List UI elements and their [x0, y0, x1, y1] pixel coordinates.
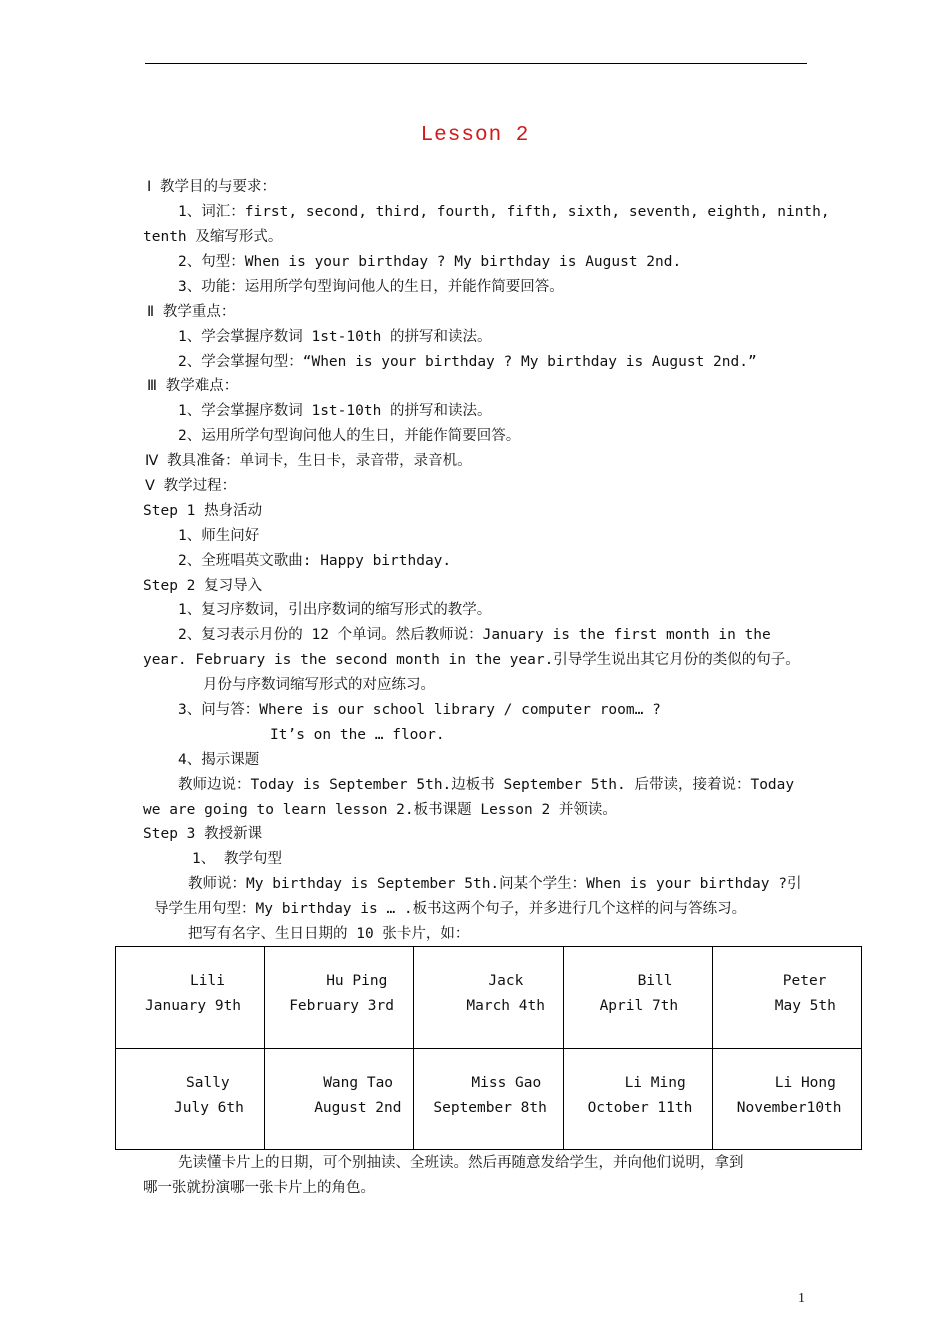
birthday-cards-table: [115, 946, 862, 1150]
page-number: 1: [798, 1291, 805, 1306]
card-cell: [414, 1048, 563, 1150]
text-line: 教师说：My birthday is September 5th.问某个学生：When is your birthday ?引: [188, 876, 802, 892]
card-cell: [414, 947, 563, 1049]
card-date: May 5th: [774, 998, 836, 1014]
card-name: Bill: [637, 973, 673, 989]
text-line: 1、词汇：first, second, third, fourth, fifth, sixth, seventh, eighth, ninth,: [178, 204, 830, 220]
text-line: 2、学会掌握句型：“When is your birthday ? My birthday is August 2nd.”: [178, 354, 757, 370]
card-cell: [712, 947, 861, 1049]
section-heading-2: Ⅱ 教学重点：: [147, 304, 236, 320]
text-line: tenth 及缩写形式。: [143, 229, 283, 245]
text-line: 2、句型：When is your birthday ? My birthday is August 2nd.: [178, 254, 682, 270]
card-date: July 6th: [174, 1099, 244, 1116]
section-heading-4: Ⅳ 教具准备：单词卡，生日卡，录音带，录音机。: [145, 453, 472, 469]
text-line: 1、复习序数词，引出序数词的缩写形式的教学。: [178, 602, 492, 618]
text-line: It’s on the … floor.: [270, 727, 445, 743]
card-cell: [265, 1048, 414, 1150]
table-row: [116, 947, 862, 1049]
section-heading-1: Ⅰ 教学目的与要求：: [147, 179, 277, 195]
step-heading: Step 2 复习导入: [143, 578, 263, 594]
card-name: Hu Ping: [326, 973, 388, 989]
header-rule: [145, 63, 807, 64]
card-cell: [712, 1048, 861, 1150]
text-line: 2、运用所学句型询问他人的生日，并能作简要回答。: [178, 428, 521, 444]
step-heading: Step 1 热身活动: [143, 503, 263, 519]
card-cell: [265, 947, 414, 1049]
table-row: [116, 1048, 862, 1150]
text-line: 哪一张就扮演哪一张卡片上的角色。: [143, 1180, 375, 1196]
text-line: 导学生用句型：My birthday is … .板书这两个句子，并多进行几个这样的问与答练习。: [154, 901, 747, 917]
text-line: 3、问与答：Where is our school library / computer room… ?: [178, 702, 661, 718]
card-cell: [563, 1048, 712, 1150]
text-line: 4、揭示课题: [178, 752, 260, 768]
card-name: Miss Gao: [471, 1074, 542, 1091]
text-line: 1、学会掌握序数词 1st-10th 的拼写和读法。: [178, 403, 492, 419]
text-line: year. February is the second month in the year.引导学生说出其它月份的类似的句子。: [143, 652, 800, 668]
card-name: Sally: [186, 1074, 230, 1091]
card-name: Li Hong: [774, 1074, 836, 1091]
text-line: 1、 教学句型: [192, 851, 282, 867]
section-heading-5: Ⅴ 教学过程：: [145, 478, 237, 494]
card-date: October 11th: [587, 1099, 693, 1116]
text-line: 先读懂卡片上的日期，可个别抽读、全班读。然后再随意发给学生，并向他们说明，拿到: [178, 1155, 744, 1171]
card-date: March 4th: [466, 998, 545, 1014]
card-name: Peter: [782, 973, 827, 989]
step-heading: Step 3 教授新课: [143, 826, 263, 842]
card-cell: [116, 1048, 265, 1150]
card-cell: [563, 947, 712, 1049]
text-line: we are going to learn lesson 2.板书课题 Lesson 2 并领读。: [143, 802, 617, 818]
text-line: 2、复习表示月份的 12 个单词。然后教师说：January is the first month in the: [178, 627, 771, 643]
text-line: 2、全班唱英文歌曲: Happy birthday.: [178, 553, 452, 569]
card-date: August 2nd: [314, 1099, 402, 1116]
lesson-title: Lesson 2: [420, 124, 530, 147]
section-heading-3: Ⅲ 教学难点：: [147, 378, 239, 394]
card-date: November10th: [736, 1099, 842, 1116]
card-cell: [116, 947, 265, 1049]
card-date: January 9th: [145, 998, 242, 1014]
text-line: 3、功能：运用所学句型询问他人的生日，并能作简要回答。: [178, 279, 564, 295]
card-name: Wang Tao: [323, 1074, 394, 1091]
text-line: 1、学会掌握序数词 1st-10th 的拼写和读法。: [178, 329, 492, 345]
card-date: September 8th: [433, 1099, 547, 1116]
card-name: Lili: [190, 973, 225, 989]
text-line: 月份与序数词缩写形式的对应练习。: [203, 677, 435, 693]
card-name: Jack: [488, 973, 524, 989]
text-line: 教师边说：Today is September 5th.边板书 September 5th. 后带读，接着说：Today: [178, 777, 795, 793]
card-date: April 7th: [599, 998, 679, 1014]
card-name: Li Ming: [624, 1074, 686, 1091]
text-line: 1、师生问好: [178, 528, 260, 544]
text-line: 把写有名字、生日日期的 10 张卡片，如：: [188, 926, 470, 942]
card-date: February 3rd: [289, 998, 394, 1014]
